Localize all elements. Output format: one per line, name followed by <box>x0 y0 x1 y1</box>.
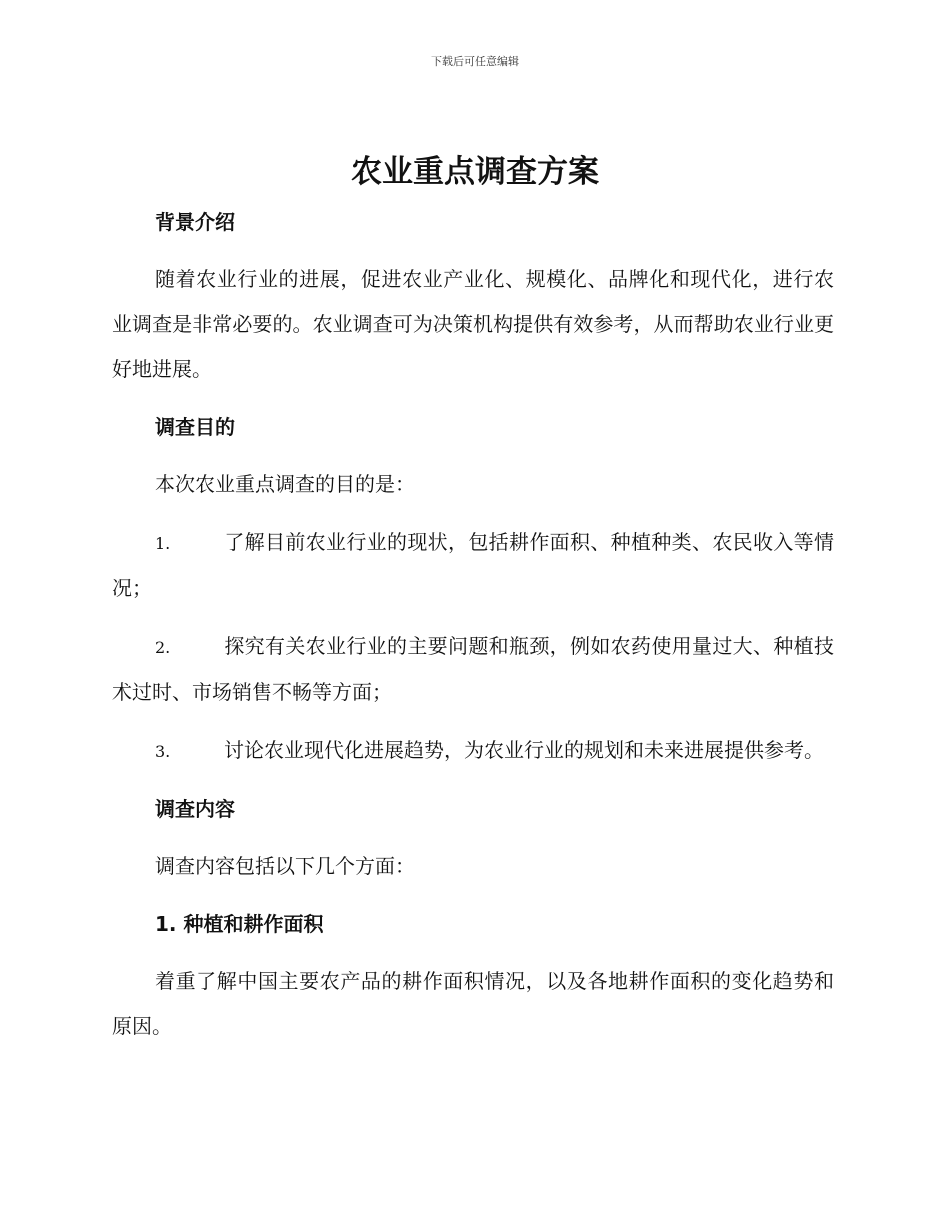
paragraph-purpose-intro: 本次农业重点调查的目的是： <box>155 472 415 496</box>
list-item <box>112 624 834 715</box>
list-item-number: 1. <box>155 534 171 553</box>
document-body <box>112 200 834 1049</box>
section-heading-purpose: 调查目的 <box>155 415 235 439</box>
paragraph-content-intro: 调查内容包括以下几个方面： <box>155 854 415 878</box>
list-item-text: 探究有关农业行业的主要问题和瓶颈，例如农药使用量过大、种植技术过时、市场销售不畅等方面； <box>112 634 834 704</box>
list-item-text: 了解目前农业行业的现状，包括耕作面积、种植种类、农民收入等情况； <box>112 530 834 600</box>
list-item-text: 讨论农业现代化进展趋势，为农业行业的规划和未来进展提供参考。 <box>224 738 824 762</box>
paragraph-background: 随着农业行业的进展，促进农业产业化、规模化、品牌化和现代化，进行农业调查是非常必要的。农业调查可为决策机构提供有效参考，从而帮助农业行业更好地进展。 <box>112 267 834 381</box>
list-item-number: 2. <box>155 638 171 657</box>
section-heading-background: 背景介绍 <box>155 210 235 234</box>
list-item <box>112 728 834 774</box>
list-item <box>112 520 834 611</box>
document-title: 农业重点调查方案 <box>351 154 599 190</box>
subsection-heading-planting-area: 1. 种植和耕作面积 <box>155 912 324 936</box>
section-heading-content: 调查内容 <box>155 797 235 821</box>
paragraph-planting-area: 着重了解中国主要农产品的耕作面积情况，以及各地耕作面积的变化趋势和原因。 <box>112 969 834 1038</box>
list-item-number: 3. <box>155 742 171 761</box>
header-note: 下载后可任意编辑 <box>431 55 519 68</box>
